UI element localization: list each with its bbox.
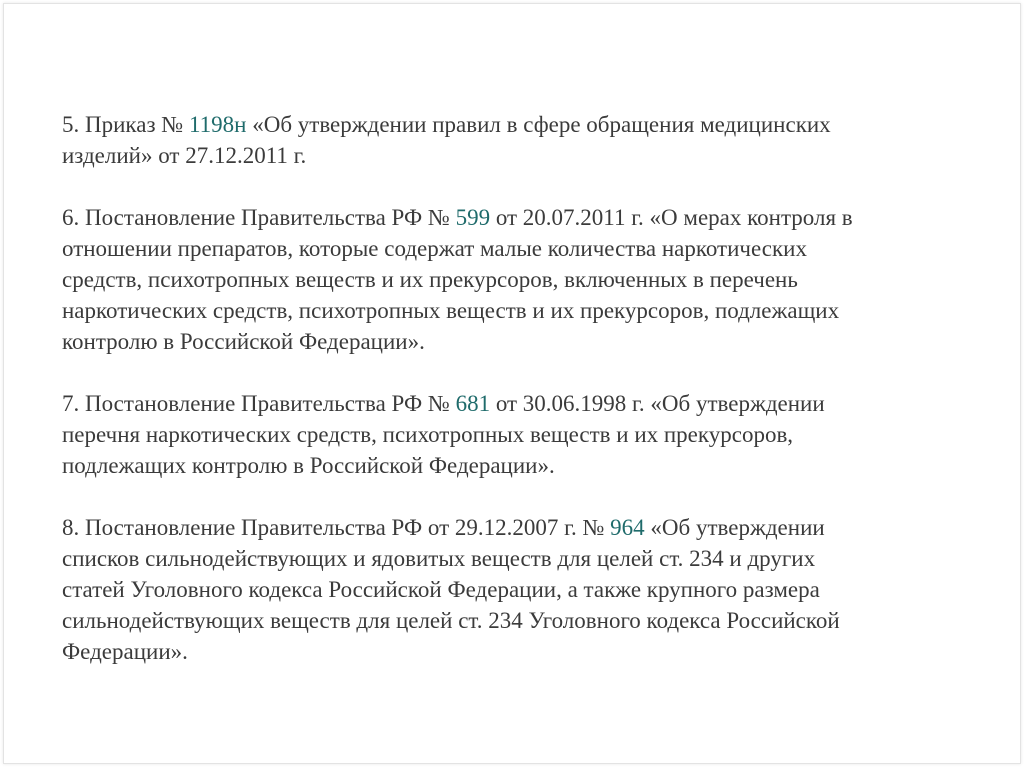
text-segment: наркотических средств, психотропных веществ и их прекурсоров, подлежащих <box>62 298 840 323</box>
text-segment: от 20.07.2011 г. «О мерах контроля в <box>490 205 853 230</box>
text-line <box>62 233 962 264</box>
document-number-link[interactable]: 681 <box>455 391 491 416</box>
list-item <box>62 202 962 357</box>
text-line <box>62 140 962 171</box>
text-segment: 6. Постановление Правительства РФ № <box>62 205 456 230</box>
document-number-link[interactable]: 964 <box>610 515 645 540</box>
text-line <box>62 109 962 140</box>
text-segment: подлежащих контролю в Российской Федерации». <box>62 453 555 478</box>
list-item <box>62 512 962 667</box>
text-line <box>62 543 962 574</box>
text-segment: изделий» от 27.12.2011 г. <box>62 143 307 168</box>
text-line <box>62 419 962 450</box>
text-line <box>62 326 962 357</box>
text-segment: сильнодействующих веществ для целей ст. 234 Уголовного кодекса Российской <box>62 608 840 633</box>
slide <box>3 3 1021 764</box>
document-number-link[interactable]: 599 <box>455 205 491 230</box>
text-segment: перечня наркотических средств, психотропных веществ и их прекурсоров, <box>62 422 794 447</box>
text-line <box>62 605 962 636</box>
text-segment: 5. Приказ № <box>62 112 189 137</box>
text-line <box>62 574 962 605</box>
text-segment: контролю в Российской Федерации». <box>62 329 425 354</box>
list-item <box>62 109 962 171</box>
document-body <box>62 109 962 698</box>
text-segment: «Об утверждении правил в сфере обращения медицинских <box>246 112 831 137</box>
text-line <box>62 636 962 667</box>
text-line <box>62 264 962 295</box>
text-line <box>62 450 962 481</box>
text-line <box>62 388 962 419</box>
text-segment: Федерации». <box>62 639 188 664</box>
text-segment: отношении препаратов, которые содержат малые количества наркотических <box>62 236 807 261</box>
text-segment: средств, психотропных веществ и их прекурсоров, включенных в перечень <box>62 267 798 292</box>
text-segment: от 30.06.1998 г. «Об утверждении <box>490 391 825 416</box>
text-line <box>62 202 962 233</box>
text-segment: «Об утверждении <box>644 515 825 540</box>
text-segment: списков сильнодействующих и ядовитых веществ для целей ст. 234 и других <box>62 546 816 571</box>
text-line <box>62 512 962 543</box>
text-segment: 8. Постановление Правительства РФ от 29.12.2007 г. № <box>62 515 611 540</box>
text-segment: 7. Постановление Правительства РФ № <box>62 391 456 416</box>
document-number-link[interactable]: 1198н <box>188 112 247 137</box>
text-line <box>62 295 962 326</box>
text-segment: статей Уголовного кодекса Российской Федерации, а также крупного размера <box>62 577 820 602</box>
list-item <box>62 388 962 481</box>
